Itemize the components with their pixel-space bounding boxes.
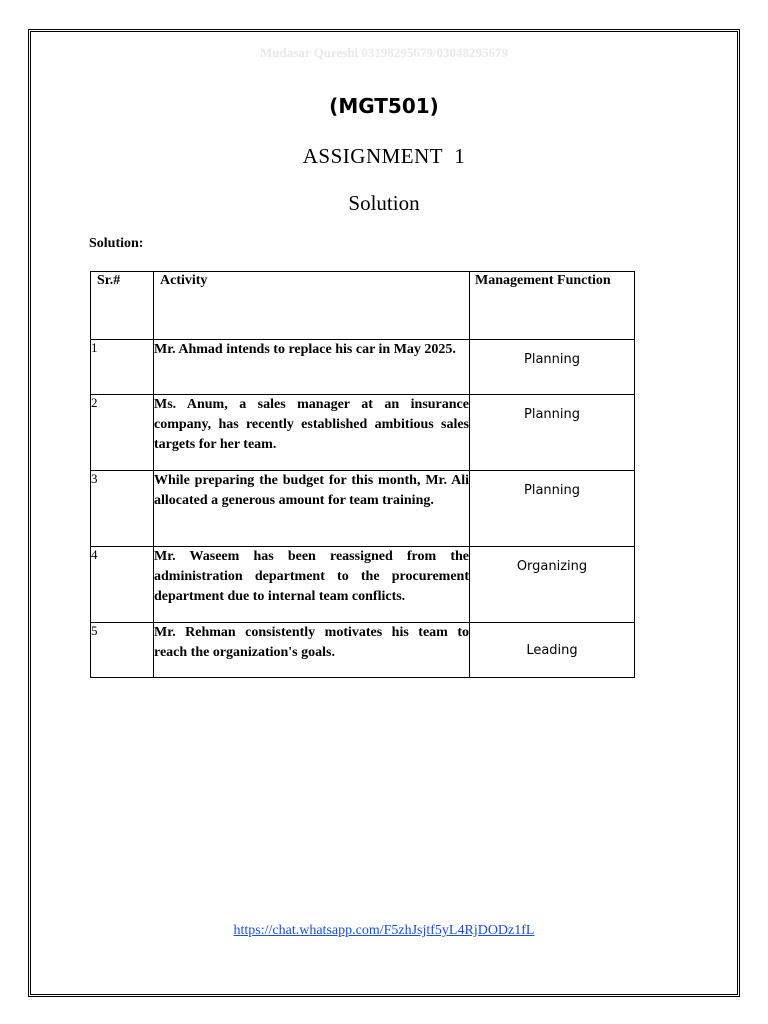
table-row [91, 395, 635, 471]
row-activity: Mr. Rehman consistently motivates his team to reach the organization's goals. [154, 623, 470, 678]
header-activity: Activity [154, 272, 470, 340]
row-activity: Mr. Waseem has been reassigned from the administration department to the procurement department due to internal team conflicts. [154, 547, 470, 623]
row-function: Planning [470, 340, 635, 395]
row-function: Planning [470, 395, 635, 471]
row-activity: Mr. Ahmad intends to replace his car in May 2025. [154, 340, 470, 395]
header-sr: Sr.# [91, 272, 154, 340]
header-function: Management Function [470, 272, 635, 340]
table-row [91, 471, 635, 547]
activities-table [90, 271, 635, 678]
table-header-row [91, 272, 635, 340]
row-function: Organizing [470, 547, 635, 623]
row-sr: 4 [91, 547, 154, 623]
assignment-title: ASSIGNMENT 1 [302, 144, 466, 168]
table-row [91, 340, 635, 395]
row-sr: 5 [91, 623, 154, 678]
row-activity: Ms. Anum, a sales manager at an insurance company, has recently established ambitious sales targets for her team. [154, 395, 470, 471]
solution-heading: Solution [348, 191, 420, 215]
row-activity: While preparing the budget for this month, Mr. Ali allocated a generous amount for team training. [154, 471, 470, 547]
course-code: (MGT501) [329, 94, 439, 118]
table-row [91, 623, 635, 678]
row-function: Planning [470, 471, 635, 547]
row-sr: 2 [91, 395, 154, 471]
row-function: Leading [470, 623, 635, 678]
solution-label: Solution: [89, 236, 144, 251]
row-sr: 3 [91, 471, 154, 547]
table-row [91, 547, 635, 623]
row-sr: 1 [91, 340, 154, 395]
watermark: Mudasar Qureshi 03198295679/03048295679 [260, 45, 508, 60]
whatsapp-link[interactable]: https://chat.whatsapp.com/F5zhJsjtf5yL4RjDODz1fL [233, 923, 535, 938]
